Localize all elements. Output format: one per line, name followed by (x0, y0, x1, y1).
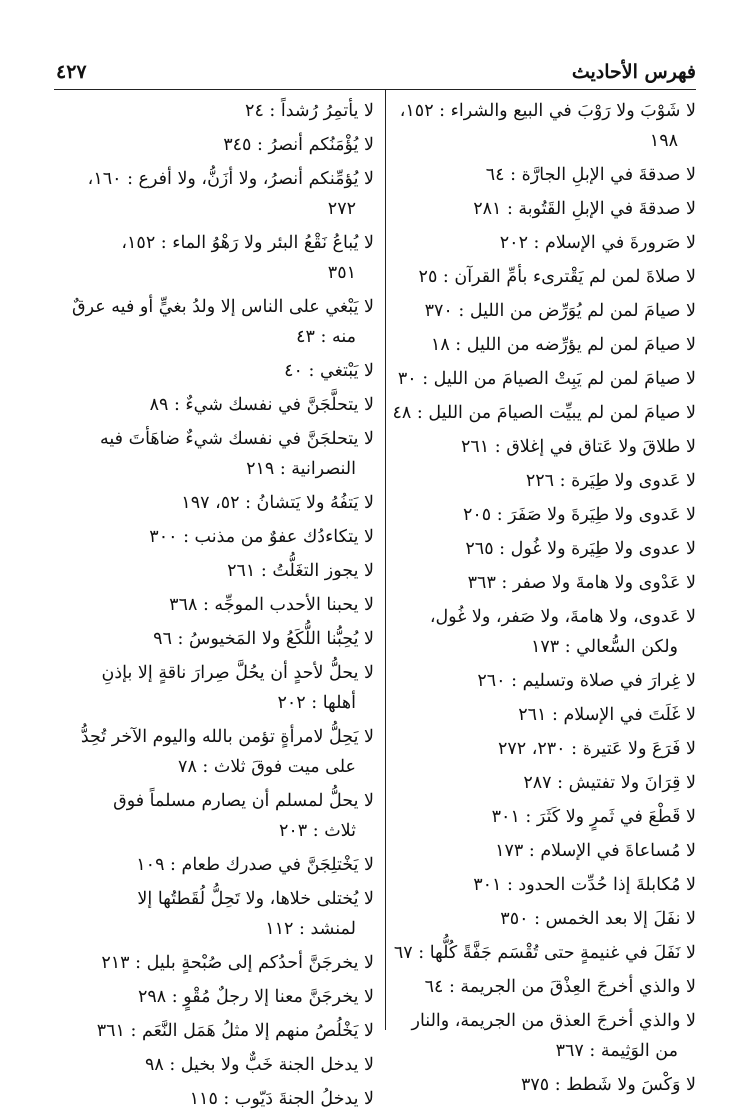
hadith-entry (380, 500, 696, 530)
hadith-text: لا والذي أخرجَ العِذْقَ من الجريمة : ٦٤ (424, 977, 696, 997)
hadith-entry (380, 228, 696, 258)
hadith-entry (56, 96, 374, 126)
hadith-continuation: أهلها : ٢٠٢ (277, 693, 356, 713)
hadith-continuation: ثلاث : ٢٠٣ (278, 821, 356, 841)
hadith-text: لا وَكْسَ ولا شَطط : ٣٧٥ (520, 1075, 696, 1095)
hadith-continuation: من الوَثِيمة : ٣٦٧ (555, 1041, 678, 1061)
hadith-text: لا قَطْعَ في ثَمرٍ ولا كَثَرَ : ٣٠١ (491, 807, 696, 827)
hadith-entry (380, 734, 696, 764)
hadith-entry (56, 356, 374, 386)
hadith-text: لا يدخلُ الجنةَ دَيّوب : ١١٥ (189, 1089, 374, 1109)
hadith-text: لا صَرورةَ في الإسلام : ٢٠٢ (499, 233, 696, 253)
hadith-text: لا عدوى ولا طِيَرة ولا غُول : ٢٦٥ (465, 539, 696, 559)
hadith-entry (56, 488, 374, 518)
hadith-entry (380, 938, 696, 968)
hadith-text: لا صيامَ لمن لم يؤرِّضه من الليل : ١٨ (430, 335, 696, 355)
hadith-continuation: منه : ٤٣ (296, 327, 356, 347)
hadith-text: لا طلاقَ ولا عَتاق في إغلاق : ٢٦١ (460, 437, 696, 457)
hadith-text: لا يتكاءدُك عفوٌ من مذنب : ٣٠٠ (149, 527, 374, 547)
left-column (56, 96, 374, 1118)
hadith-entry (56, 590, 374, 620)
hadith-entry (56, 982, 374, 1012)
hadith-entry (380, 296, 696, 326)
hadith-text: لا يخرجَنَّ أحدُكم إلى صُبْحةٍ بليل : ٢١٣ (101, 953, 374, 973)
hadith-text: لا يَبْتغي : ٤٠ (284, 361, 374, 381)
page-number: ٤٢٧ (56, 61, 87, 83)
hadith-entry (380, 194, 696, 224)
hadith-entry (380, 432, 696, 462)
hadith-text: لا يُباعُ نَقْعُ البئر ولا رَهْوُ الماء : ١٥٢، (121, 233, 374, 253)
hadith-text: لا يَتفُهُ ولا يَتشانُ : ٥٢، ١٩٧ (181, 493, 374, 513)
hadith-entry (380, 602, 696, 662)
hadith-text: لا صدقةَ في الإبلِ القَتُوبة : ٢٨١ (473, 199, 696, 219)
hadith-entry (380, 96, 696, 156)
hadith-entry (56, 722, 374, 782)
hadith-entry (380, 1070, 696, 1100)
hadith-entry (56, 624, 374, 654)
hadith-entry (380, 700, 696, 730)
hadith-text: لا عَدْوى ولا هامةَ ولا صفر : ٣٦٣ (467, 573, 696, 593)
hadith-text: لا غَلَتَ في الإسلام : ٢٦١ (518, 705, 696, 725)
hadith-text: لا عَدوى ولا طِيَرةَ ولا صَفَرَ : ٢٠٥ (462, 505, 696, 525)
hadith-entry (56, 390, 374, 420)
hadith-entry (380, 870, 696, 900)
hadith-entry (56, 850, 374, 880)
hadith-continuation: ٢٧٢ (327, 199, 356, 219)
hadith-text: لا يُحِبُّنا اللُّكَعُ ولا المَخيوسُ : ٩٦ (153, 629, 374, 649)
hadith-entry (380, 330, 696, 360)
hadith-text: لا يَخْلُصُ منهم إلا مثلُ هَمَل النَّعَم : ٣٦١ (96, 1021, 374, 1041)
hadith-entry (56, 948, 374, 978)
right-column (380, 96, 696, 1104)
hadith-entry (56, 228, 374, 288)
hadith-entry (56, 786, 374, 846)
hadith-entry (380, 666, 696, 696)
hadith-entry (56, 164, 374, 224)
hadith-text: لا يَخْتلِجَنَّ في صدرك طعام : ١٠٩ (136, 855, 374, 875)
hadith-entry (56, 522, 374, 552)
hadith-entry (380, 398, 696, 428)
hadith-text: لا فَرَعَ ولا عَتيرة : ٢٣٠، ٢٧٢ (497, 739, 696, 759)
hadith-text: لا نفَلَ إلا بعد الخمس : ٣٥٠ (500, 909, 696, 929)
hadith-text: لا يَحِلُّ لامرأةٍ تؤمن بالله واليوم الآخر تُحِدُّ (80, 727, 374, 747)
hadith-continuation: النصرانية : ٢١٩ (246, 459, 356, 479)
hadith-text: لا يدخل الجنة خَبٌّ ولا بخيل : ٩٨ (144, 1055, 374, 1075)
hadith-text: لا عَدوى ولا طِيَرة : ٢٢٦ (525, 471, 696, 491)
hadith-continuation: لمنشد : ١١٢ (265, 919, 356, 939)
hadith-entry (56, 884, 374, 944)
hadith-entry (380, 802, 696, 832)
hadith-text: لا قِرَانَ ولا تفتيش : ٢٨٧ (523, 773, 696, 793)
hadith-text: لا يَبْغي على الناس إلا ولدُ بغيٍّ أو فيه عرقٌ (72, 297, 374, 317)
hadith-text: لا يخرجَنَّ معنا إلا رجلٌ مُقْوٍ : ٢٩٨ (137, 987, 374, 1007)
hadith-entry (56, 1084, 374, 1114)
hadith-entry (380, 904, 696, 934)
header-rule (54, 89, 696, 90)
hadith-entry (56, 292, 374, 352)
hadith-text: لا صدقةَ في الإبلِ الجارَّة : ٦٤ (485, 165, 696, 185)
hadith-entry (380, 972, 696, 1002)
hadith-text: لا صيامَ لمن لم يُوَرِّض من الليل : ٣٧٠ (424, 301, 696, 321)
hadith-entry (380, 1006, 696, 1066)
hadith-text: لا صلاةَ لمن لم يَقْترىء بأمِّ القرآن : ٢٥ (418, 267, 696, 287)
hadith-continuation: ٣٥١ (327, 263, 356, 283)
hadith-entry (380, 534, 696, 564)
hadith-text: لا مُساعاةَ في الإسلام : ١٧٣ (495, 841, 696, 861)
hadith-text: لا يتحلجَنَّ في نفسك شيءٌ ضاهَأتَ فيه (100, 429, 374, 449)
page-header (56, 58, 696, 86)
hadith-text: لا صيامَ لمن لم يَبِتْ الصيامَ من الليل : ٣٠ (397, 369, 696, 389)
hadith-text: لا عَدوى، ولا هامةَ، ولا صَفر، ولا غُول، (429, 607, 696, 627)
hadith-entry (56, 1016, 374, 1046)
hadith-text: لا يُؤمِّنكم أنصرُ، ولا أزَنُّ، ولا أفرع : ١٦٠، (87, 169, 374, 189)
running-title: فهرس الأحاديث (571, 61, 696, 83)
hadith-text: لا شَوْبَ ولا رَوْبَ في البيع والشراء : ١٥٢، (399, 101, 696, 121)
hadith-text: لا يُؤْمَنُكم أنصرُ : ٣٤٥ (223, 135, 374, 155)
hadith-entry (56, 130, 374, 160)
hadith-continuation: على ميت فوقَ ثلاث : ٧٨ (178, 757, 356, 777)
hadith-entry (380, 568, 696, 598)
hadith-entry (380, 466, 696, 496)
hadith-text: لا نَفَلَ في غنيمةٍ حتى تُقْسَم جَفَّةً كُلُّها : ٦٧ (393, 943, 696, 963)
hadith-text: لا والذي أخرجَ العذق من الجريمة، والنار (411, 1011, 696, 1031)
hadith-entry (380, 768, 696, 798)
hadith-text: لا يحبنا الأحدب الموجِّه : ٣٦٨ (169, 595, 374, 615)
hadith-entry (380, 160, 696, 190)
hadith-entry (380, 836, 696, 866)
hadith-entry (56, 658, 374, 718)
hadith-entry (56, 556, 374, 586)
hadith-text: لا صيامَ لمن لم يبيِّت الصيامَ من الليل : ٤٨ (392, 403, 696, 423)
hadith-entry (380, 262, 696, 292)
hadith-text: لا يحلُّ لمسلم أن يصارم مسلماً فوق (113, 791, 374, 811)
hadith-continuation: ١٩٨ (649, 131, 678, 151)
hadith-text: لا يُختلى خلاها، ولا تَحِلُّ لُقَطتُها إلا (137, 889, 374, 909)
hadith-text: لا مُكابلةَ إذا حُدِّت الحدود : ٣٠١ (473, 875, 696, 895)
hadith-text: لا يتحلَّجَنَّ في نفسك شيءٌ : ٨٩ (149, 395, 374, 415)
hadith-text: لا يحلُّ لأحدٍ أن يحُلَّ صِرارَ ناقةٍ إلا بإذنِ (101, 663, 374, 683)
hadith-entry (56, 1050, 374, 1080)
hadith-entry (56, 424, 374, 484)
hadith-text: لا يجوز التغَلُّتُ : ٢٦١ (227, 561, 374, 581)
hadith-text: لا غِرارَ في صلاة وتسليم : ٢٦٠ (477, 671, 696, 691)
hadith-text: لا يأتمِرُ رُشداً : ٢٤ (245, 101, 374, 121)
hadith-entry (380, 364, 696, 394)
hadith-continuation: ولكن السُّعالي : ١٧٣ (530, 637, 678, 657)
